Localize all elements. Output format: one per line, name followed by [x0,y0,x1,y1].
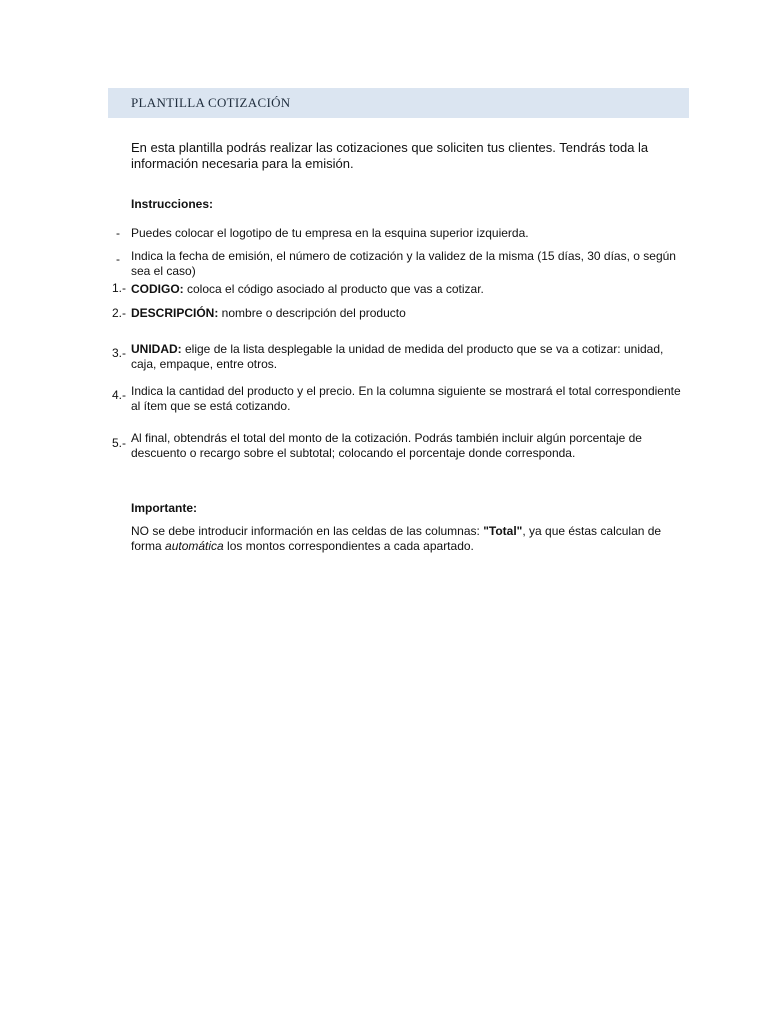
list-marker: 5.- [112,436,127,450]
list-marker: 3.- [112,346,127,360]
instruction-item [131,384,686,414]
important-heading: Importante: [131,501,197,515]
instruction-item-text: Puedes colocar el logotipo de tu empresa en la esquina superior izquierda. [131,226,529,240]
important-text: , ya que éstas calculan de forma [131,524,662,553]
instruction-item [131,306,686,321]
instruction-item [131,431,686,461]
instruction-item-text: elige de la lista desplegable la unidad de medida del producto que se va a cotizar: unidad, caja, empaque, entre otros. [131,342,664,371]
list-marker: 1.- [112,281,127,295]
instruction-item [131,282,686,297]
important-note [131,524,691,554]
important-text: NO se debe introducir información en las celdas de las columnas: [131,524,484,538]
instructions-heading: Instrucciones: [131,197,214,211]
instruction-item-bold: DESCRIPCIÓN: [131,306,219,320]
instruction-item [131,342,686,372]
instruction-item-bold: CODIGO: [131,282,184,296]
important-bold: "Total" [483,524,523,538]
important-italic: automática [165,539,224,553]
instruction-item [131,249,686,279]
instruction-item [131,226,686,241]
intro-paragraph: En esta plantilla podrás realizar las cotizaciones que soliciten tus clientes. Tendrás toda la información necesaria para la emisión. [131,140,649,171]
instruction-item-text: coloca el código asociado al producto que vas a cotizar. [183,282,484,296]
instruction-item-bold: UNIDAD: [131,342,182,356]
instruction-item-text: nombre o descripción del producto [218,306,406,320]
page-title: PLANTILLA COTIZACIÓN [131,95,291,110]
instruction-item-text: Al final, obtendrás el total del monto de la cotización. Podrás también incluir algún porcentaje de descuento o recargo sobre el subtotal; colocando el porcentaje donde corresponda. [131,431,642,460]
important-text: los montos correspondientes a cada apartado. [223,539,474,553]
list-marker: 4.- [112,388,127,402]
list-marker: - [116,226,120,240]
title-bar [108,88,689,118]
list-marker: 2.- [112,306,127,320]
instruction-item-text: Indica la fecha de emisión, el número de cotización y la validez de la misma (15 días, 30 días, o según sea el caso) [131,249,676,278]
instruction-item-text: Indica la cantidad del producto y el precio. En la columna siguiente se mostrará el total correspondiente al ítem que se está cotizando. [131,384,681,413]
list-marker: - [116,252,120,266]
